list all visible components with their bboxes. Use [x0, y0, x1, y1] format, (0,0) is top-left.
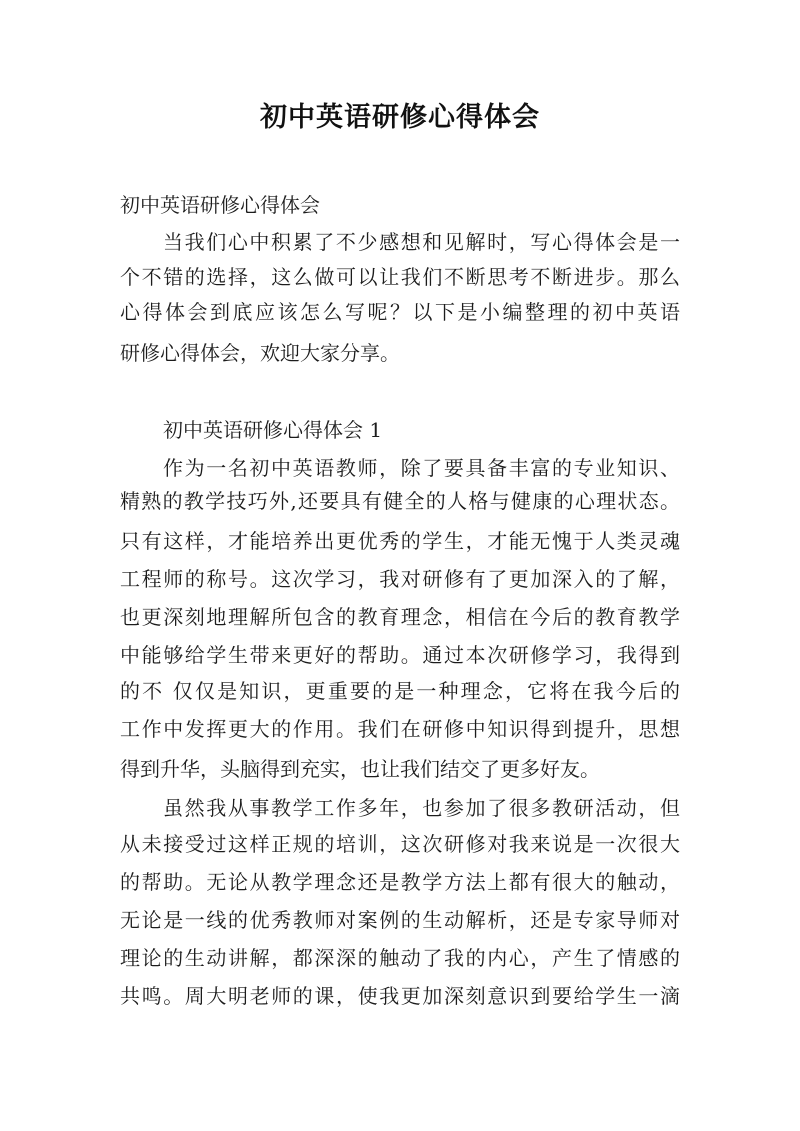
body-paragraph-line: 理论的生动讲解，都深深的触动了我的内心，产生了情感的 [120, 946, 680, 970]
body-paragraph-line: 工程师的称号。这次学习，我对研修有了更加深入的了解， [120, 567, 680, 591]
body-paragraph-line: 也更深刻地理解所包含的教育理念，相信在今后的教育教学 [120, 605, 680, 629]
intro-paragraph-line: 心得体会到底应该怎么写呢？以下是小编整理的初中英语 [120, 300, 680, 324]
body-paragraph-line: 无论是一线的优秀教师对案例的生动解析，还是专家导师对 [120, 908, 680, 932]
intro-paragraph-line: 当我们心中积累了不少感想和见解时，写心得体会是一 [163, 230, 680, 254]
body-paragraph-line: 虽然我从事教学工作多年，也参加了很多教研活动，但 [163, 796, 680, 820]
body-paragraph-line: 工作中发挥更大的作用。我们在研修中知识得到提升，思想 [120, 717, 680, 741]
body-paragraph-line: 的帮助。无论从教学理念还是教学方法上都有很大的触动， [120, 870, 680, 894]
document-title: 初中英语研修心得体会 [260, 102, 540, 133]
body-paragraph-line: 只有这样，才能培养出更优秀的学生，才能无愧于人类灵魂 [120, 529, 680, 553]
intro-paragraph-line: 研修心得体会，欢迎大家分享。 [120, 341, 400, 365]
section-heading: 初中英语研修心得体会 1 [163, 418, 383, 442]
body-paragraph-line: 作为一名初中英语教师，除了要具备丰富的专业知识、 [163, 456, 680, 480]
body-paragraph-line: 从未接受过这样正规的培训，这次研修对我来说是一次很大 [120, 832, 680, 856]
body-paragraph-line: 中能够给学生带来更好的帮助。通过本次研修学习，我得到 [120, 643, 680, 667]
intro-paragraph-line: 个不错的选择，这么做可以让我们不断思考不断进步。那么 [120, 265, 680, 289]
body-paragraph-line: 共鸣。周大明老师的课，使我更加深刻意识到要给学生一滴 [120, 984, 680, 1008]
body-paragraph-line: 的不 仅仅是知识，更重要的是一种理念，它将在我今后的 [120, 679, 680, 703]
intro-heading: 初中英语研修心得体会 [120, 193, 320, 217]
body-paragraph-line: 精熟的教学技巧外,还要具有健全的人格与健康的心理状态。 [120, 489, 680, 513]
body-paragraph-line: 得到升华，头脑得到充实，也让我们结交了更多好友。 [120, 757, 600, 781]
